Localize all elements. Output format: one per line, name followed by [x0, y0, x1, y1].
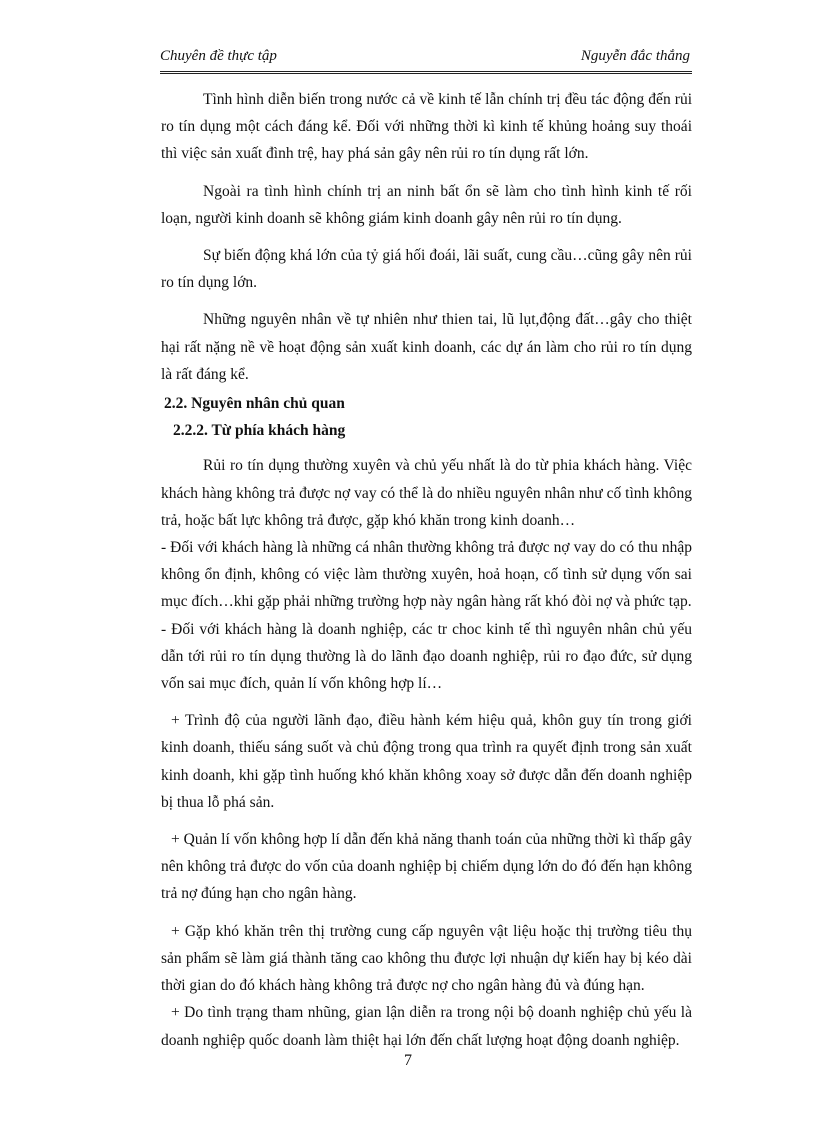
section-heading: 2.2. Nguyên nhân chủ quan [164, 395, 345, 413]
body-text [161, 86, 692, 1054]
bullet-paragraph: - Đối với khách hàng là những cá nhân thường không trả được nợ vay do có thu nhập không ổn định, không có việc làm thường xuyên, hoả hoạn, cố tình sử dụng vốn sai mục đích…khi gặp phải những trường hợp này ngân hàng rất khó đòi nợ và phức tạp. [161, 539, 692, 611]
bullet-paragraph: + Gặp khó khăn trên thị trường cung cấp nguyên vật liệu hoặc thị trường tiêu thụ sản phẩm sẽ làm giá thành tăng cao không thu được lợi nhuận dự kiến hay bị kéo dài thời gian do đó khách hàng không trả được nợ cho ngân hàng đủ và đúng hạn. [161, 922, 692, 995]
header-divider [160, 71, 692, 74]
bullet-paragraph: + Trình độ của người lãnh đạo, điều hành kém hiệu quả, khôn guy tín trong giới kinh doanh, thiếu sáng suốt và chủ động trong qua trình ra quyết định trong sản xuất kinh doanh, khi gặp tình huống khó khăn không xoay sở được dẫn đến doanh nghiệp bị thua lỗ phá sản. [161, 712, 692, 811]
paragraph: Ngoài ra tình hình chính trị an ninh bất ổn sẽ làm cho tình hình kinh tế rối loạn, người kinh doanh sẽ không giám kinh doanh gây nên rủi ro tín dụng. [161, 182, 692, 227]
bullet-paragraph: - Đối với khách hàng là doanh nghiệp, các tr choc kinh tế thì nguyên nhân chủ yếu dẫn tới rủi ro tín dụng thường là do lãnh đạo doanh nghiệp, rủi ro đạo đức, sử dụng vốn sai mục đích, quản lí vốn không hợp lí… [161, 620, 692, 693]
header-author: Nguyễn đắc thắng [580, 48, 690, 64]
page-number: 7 [404, 1052, 412, 1069]
bullet-paragraph: + Quản lí vốn không hợp lí dẫn đến khả năng thanh toán của những thời kì thấp gây nên không trả được do vốn của doanh nghiệp bị chiếm dụng lớn do đó đến hạn không trả nợ đúng hạn cho ngân hàng. [161, 831, 692, 903]
paragraph: Sự biến động khá lớn của tỷ giá hối đoái, lãi suất, cung cầu…cũng gây nên rủi ro tín dụng lớn. [161, 247, 692, 292]
paragraph: Tình hình diễn biến trong nước cả về kinh tế lẫn chính trị đều tác động đến rủi ro tín dụng một cách đáng kể. Đối với những thời kì kinh tế khủng hoảng suy thoái thì việc sản xuất đình trệ, hay phá sản gây nên rủi ro tín dụng rất lớn. [161, 91, 692, 163]
page-header [160, 44, 690, 68]
header-title: Chuyên đề thực tập [160, 48, 277, 64]
subsection-heading: 2.2.2. Từ phía khách hàng [173, 422, 346, 440]
bullet-paragraph: + Do tình trạng tham nhũng, gian lận diễn ra trong nội bộ doanh nghiệp chủ yếu là doanh nghiệp quốc doanh làm thiệt hại lớn đến chất lượng hoạt động doanh nghiệp. [161, 1004, 692, 1049]
paragraph: Những nguyên nhân về tự nhiên như thien tai, lũ lụt,động đất…gây cho thiệt hại rất nặng nề về hoạt động sản xuất kinh doanh, các dự án làm cho rủi ro tín dụng là rất đáng kể. [161, 311, 692, 383]
paragraph: Rủi ro tín dụng thường xuyên và chủ yếu nhất là do từ phia khách hàng. Việc khách hàng không trả được nợ vay có thể là do nhiều nguyên nhân như cố tình không trả, hoặc bất lực không trả được, gặp khó khăn trong kinh doanh… [161, 457, 692, 529]
